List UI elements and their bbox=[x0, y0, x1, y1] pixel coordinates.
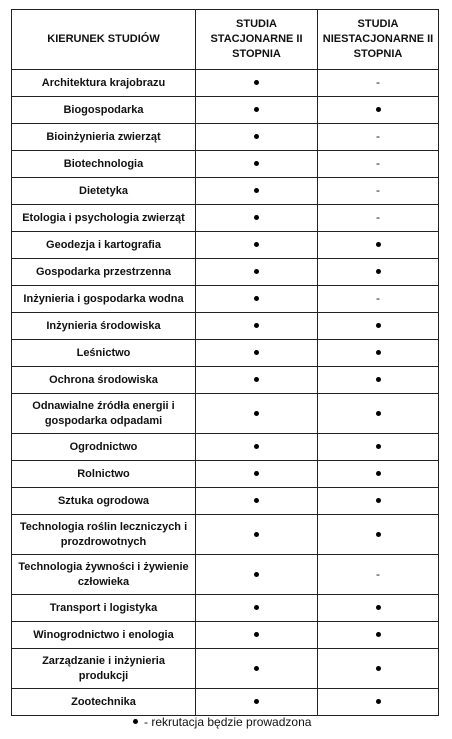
available-bullet-icon bbox=[254, 107, 259, 112]
table-header-row bbox=[12, 10, 439, 70]
available-bullet-icon bbox=[254, 532, 259, 537]
niestacjonarne-cell bbox=[318, 286, 439, 313]
stacjonarne-cell bbox=[196, 286, 318, 313]
niestacjonarne-cell bbox=[318, 649, 439, 689]
studies-table bbox=[11, 9, 439, 716]
study-name-cell: Inżynieria środowiska bbox=[12, 313, 196, 340]
stacjonarne-cell bbox=[196, 689, 318, 716]
study-name-cell: Etologia i psychologia zwierząt bbox=[12, 205, 196, 232]
stacjonarne-cell bbox=[196, 124, 318, 151]
stacjonarne-cell bbox=[196, 151, 318, 178]
niestacjonarne-cell bbox=[318, 515, 439, 555]
available-bullet-icon bbox=[254, 80, 259, 85]
available-bullet-icon bbox=[254, 411, 259, 416]
available-bullet-icon bbox=[254, 699, 259, 704]
table-row bbox=[12, 649, 439, 689]
niestacjonarne-cell bbox=[318, 205, 439, 232]
table-row bbox=[12, 313, 439, 340]
not-available-dash: - bbox=[376, 75, 380, 89]
available-bullet-icon bbox=[376, 242, 381, 247]
study-name-cell: Ochrona środowiska bbox=[12, 367, 196, 394]
stacjonarne-cell bbox=[196, 555, 318, 595]
legend bbox=[133, 714, 311, 730]
table-row bbox=[12, 488, 439, 515]
available-bullet-icon bbox=[376, 632, 381, 637]
available-bullet-icon bbox=[254, 471, 259, 476]
available-bullet-icon bbox=[376, 377, 381, 382]
available-bullet-icon bbox=[376, 605, 381, 610]
available-bullet-icon bbox=[254, 444, 259, 449]
not-available-dash: - bbox=[376, 129, 380, 143]
niestacjonarne-cell bbox=[318, 622, 439, 649]
available-bullet-icon bbox=[254, 134, 259, 139]
header-niestacjonarne: STUDIA NIESTACJONARNE II STOPNIA bbox=[318, 10, 439, 70]
study-name-cell: Bioinżynieria zwierząt bbox=[12, 124, 196, 151]
study-name-cell: Sztuka ogrodowa bbox=[12, 488, 196, 515]
available-bullet-icon bbox=[376, 350, 381, 355]
table-row bbox=[12, 259, 439, 286]
niestacjonarne-cell bbox=[318, 367, 439, 394]
table-row bbox=[12, 232, 439, 259]
niestacjonarne-cell bbox=[318, 70, 439, 97]
stacjonarne-cell bbox=[196, 394, 318, 434]
stacjonarne-cell bbox=[196, 649, 318, 689]
stacjonarne-cell bbox=[196, 232, 318, 259]
niestacjonarne-cell bbox=[318, 340, 439, 367]
niestacjonarne-cell bbox=[318, 394, 439, 434]
stacjonarne-cell bbox=[196, 515, 318, 555]
available-bullet-icon bbox=[254, 296, 259, 301]
table-row bbox=[12, 394, 439, 434]
study-name-cell: Rolnictwo bbox=[12, 461, 196, 488]
table-row bbox=[12, 97, 439, 124]
niestacjonarne-cell bbox=[318, 124, 439, 151]
stacjonarne-cell bbox=[196, 595, 318, 622]
niestacjonarne-cell bbox=[318, 313, 439, 340]
study-name-cell: Ogrodnictwo bbox=[12, 434, 196, 461]
table-row bbox=[12, 151, 439, 178]
available-bullet-icon bbox=[376, 666, 381, 671]
table-row bbox=[12, 124, 439, 151]
not-available-dash: - bbox=[376, 210, 380, 224]
niestacjonarne-cell bbox=[318, 461, 439, 488]
stacjonarne-cell bbox=[196, 178, 318, 205]
table-row bbox=[12, 286, 439, 313]
study-name-cell: Biogospodarka bbox=[12, 97, 196, 124]
available-bullet-icon bbox=[376, 444, 381, 449]
study-name-cell: Geodezja i kartografia bbox=[12, 232, 196, 259]
study-name-cell: Odnawialne źródła energii i gospodarka odpadami bbox=[12, 394, 196, 434]
stacjonarne-cell bbox=[196, 622, 318, 649]
niestacjonarne-cell bbox=[318, 232, 439, 259]
available-bullet-icon bbox=[254, 605, 259, 610]
study-name-cell: Zootechnika bbox=[12, 689, 196, 716]
study-name-cell: Technologia żywności i żywienie człowieka bbox=[12, 555, 196, 595]
study-name-cell: Gospodarka przestrzenna bbox=[12, 259, 196, 286]
table-row bbox=[12, 434, 439, 461]
not-available-dash: - bbox=[376, 291, 380, 305]
available-bullet-icon bbox=[376, 532, 381, 537]
available-bullet-icon bbox=[254, 498, 259, 503]
available-bullet-icon bbox=[254, 215, 259, 220]
table-row bbox=[12, 689, 439, 716]
stacjonarne-cell bbox=[196, 488, 318, 515]
niestacjonarne-cell bbox=[318, 151, 439, 178]
available-bullet-icon bbox=[376, 411, 381, 416]
available-bullet-icon bbox=[376, 107, 381, 112]
niestacjonarne-cell bbox=[318, 434, 439, 461]
stacjonarne-cell bbox=[196, 259, 318, 286]
stacjonarne-cell bbox=[196, 97, 318, 124]
niestacjonarne-cell bbox=[318, 97, 439, 124]
available-bullet-icon bbox=[254, 242, 259, 247]
legend-bullet-icon bbox=[133, 719, 138, 724]
table-row bbox=[12, 515, 439, 555]
stacjonarne-cell bbox=[196, 340, 318, 367]
study-name-cell: Technologia roślin leczniczych i prozdrowotnych bbox=[12, 515, 196, 555]
table-row bbox=[12, 595, 439, 622]
niestacjonarne-cell bbox=[318, 555, 439, 595]
table-body bbox=[12, 70, 439, 716]
study-name-cell: Zarządzanie i inżynieria produkcji bbox=[12, 649, 196, 689]
study-name-cell: Transport i logistyka bbox=[12, 595, 196, 622]
study-name-cell: Biotechnologia bbox=[12, 151, 196, 178]
stacjonarne-cell bbox=[196, 313, 318, 340]
table-row bbox=[12, 367, 439, 394]
not-available-dash: - bbox=[376, 183, 380, 197]
table-row bbox=[12, 461, 439, 488]
table-row bbox=[12, 340, 439, 367]
available-bullet-icon bbox=[254, 323, 259, 328]
available-bullet-icon bbox=[376, 699, 381, 704]
study-name-cell: Winogrodnictwo i enologia bbox=[12, 622, 196, 649]
header-stacjonarne: STUDIA STACJONARNE II STOPNIA bbox=[196, 10, 318, 70]
available-bullet-icon bbox=[254, 572, 259, 577]
niestacjonarne-cell bbox=[318, 178, 439, 205]
available-bullet-icon bbox=[376, 269, 381, 274]
table-row bbox=[12, 622, 439, 649]
available-bullet-icon bbox=[254, 161, 259, 166]
not-available-dash: - bbox=[376, 566, 380, 581]
not-available-dash: - bbox=[376, 156, 380, 170]
available-bullet-icon bbox=[254, 377, 259, 382]
stacjonarne-cell bbox=[196, 70, 318, 97]
available-bullet-icon bbox=[376, 498, 381, 503]
study-name-cell: Inżynieria i gospodarka wodna bbox=[12, 286, 196, 313]
table-row bbox=[12, 178, 439, 205]
available-bullet-icon bbox=[376, 323, 381, 328]
stacjonarne-cell bbox=[196, 434, 318, 461]
available-bullet-icon bbox=[254, 666, 259, 671]
study-name-cell: Dietetyka bbox=[12, 178, 196, 205]
available-bullet-icon bbox=[254, 269, 259, 274]
legend-text: - rekrutacja będzie prowadzona bbox=[144, 715, 312, 729]
study-name-cell: Leśnictwo bbox=[12, 340, 196, 367]
niestacjonarne-cell bbox=[318, 488, 439, 515]
niestacjonarne-cell bbox=[318, 259, 439, 286]
table-row bbox=[12, 70, 439, 97]
available-bullet-icon bbox=[254, 188, 259, 193]
header-kierunek: KIERUNEK STUDIÓW bbox=[12, 10, 196, 70]
available-bullet-icon bbox=[254, 350, 259, 355]
available-bullet-icon bbox=[376, 471, 381, 476]
stacjonarne-cell bbox=[196, 205, 318, 232]
niestacjonarne-cell bbox=[318, 689, 439, 716]
available-bullet-icon bbox=[254, 632, 259, 637]
study-name-cell: Architektura krajobrazu bbox=[12, 70, 196, 97]
table-row bbox=[12, 555, 439, 595]
stacjonarne-cell bbox=[196, 461, 318, 488]
niestacjonarne-cell bbox=[318, 595, 439, 622]
stacjonarne-cell bbox=[196, 367, 318, 394]
table-row bbox=[12, 205, 439, 232]
